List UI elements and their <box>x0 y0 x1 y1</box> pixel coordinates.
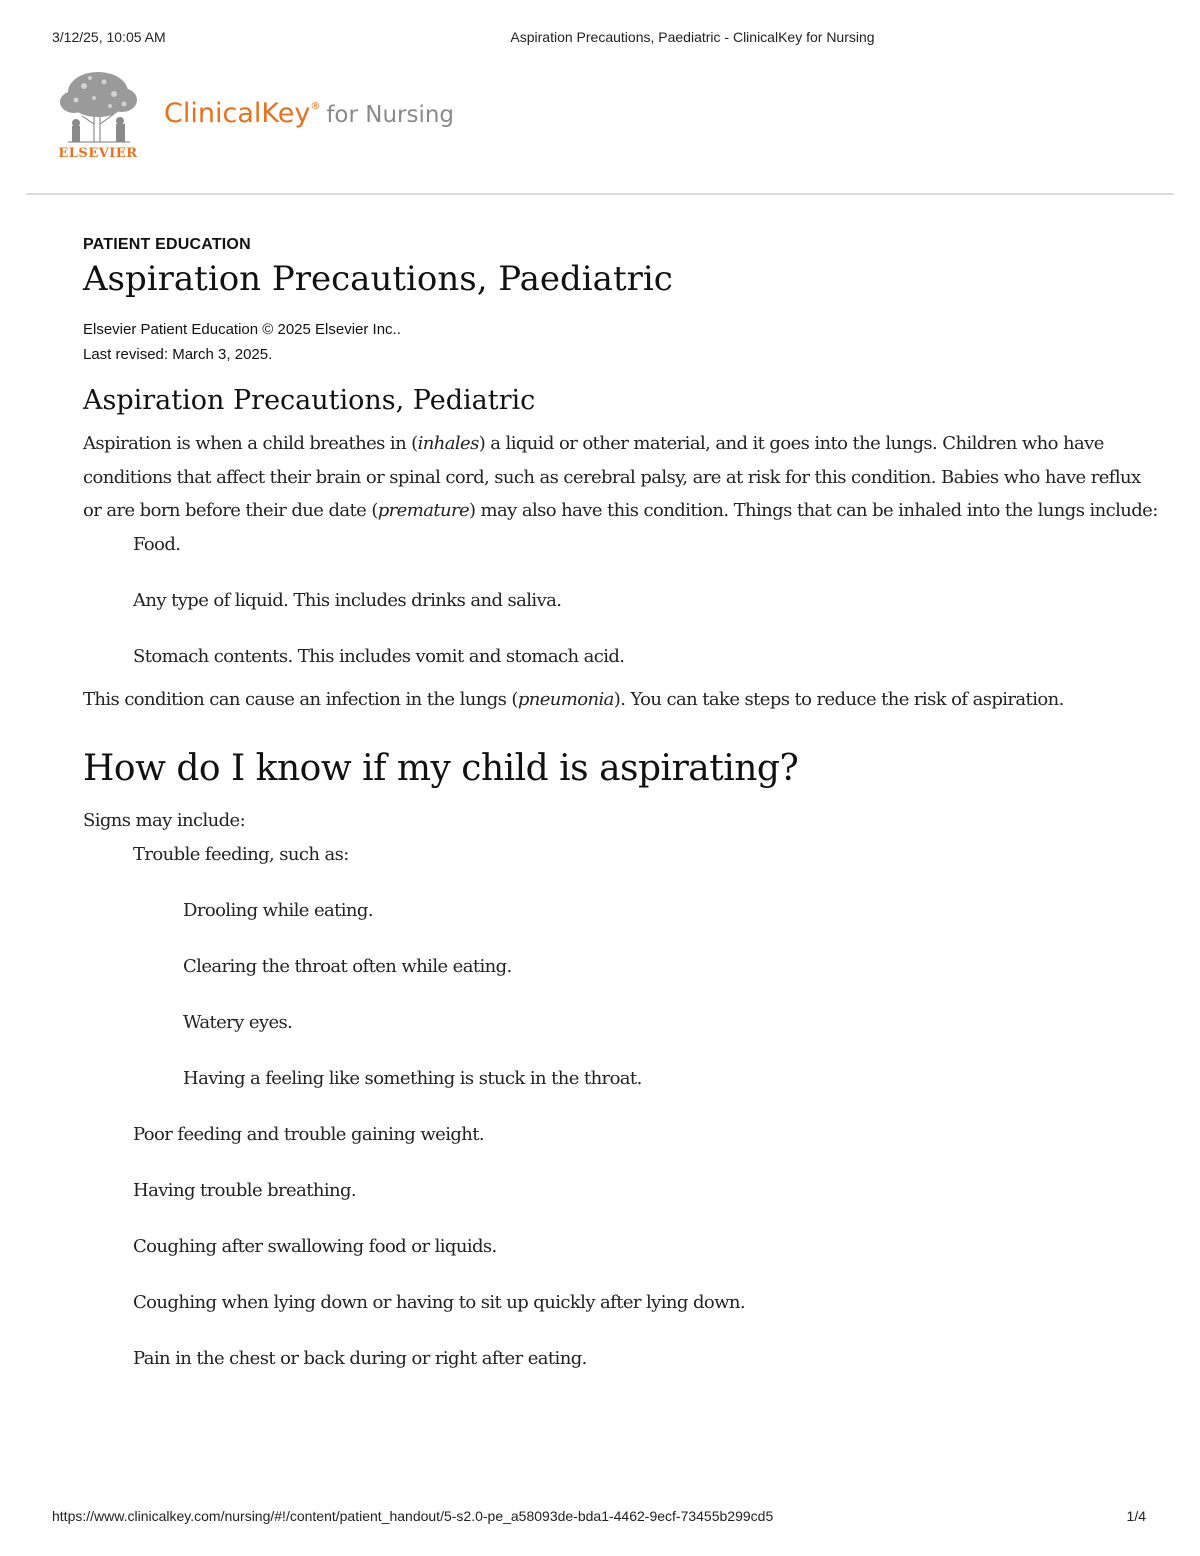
list-item: Any type of liquid. This includes drinks and saliva. <box>133 589 562 611</box>
print-tab-title: Aspiration Precautions, Paediatric - ClinicalKey for Nursing <box>510 29 875 45</box>
intro-term-premature: premature <box>377 500 470 521</box>
print-tab-title-wrap <box>0 29 1200 45</box>
print-url: https://www.clinicalkey.com/nursing/#!/content/patient_handout/5-s2.0-pe_a58093de-bda1-4462-9ecf-73455b299cd5 <box>52 1508 774 1524</box>
brand-suffix: for Nursing <box>326 102 455 128</box>
list-item: Pain in the chest or back during or right after eating. <box>133 1347 587 1369</box>
inhaled-items-list <box>83 528 1163 673</box>
risk-text-2: ). You can take steps to reduce the risk of aspiration. <box>613 688 1064 710</box>
list-item: Coughing after swallowing food or liquids. <box>133 1235 497 1257</box>
print-footer <box>0 1508 1200 1528</box>
list-item: Food. <box>133 533 181 555</box>
signs-intro: Signs may include: <box>83 810 246 831</box>
intro-text-1: Aspiration is when a child breathes in ( <box>83 433 418 454</box>
feeding-sublist <box>133 894 1163 1095</box>
clinicalkey-logo-text <box>164 98 454 129</box>
article-kicker: PATIENT EDUCATION <box>83 236 251 253</box>
list-item: Drooling while eating. <box>183 899 373 921</box>
article-content <box>83 236 1163 1385</box>
list-item: Poor feeding and trouble gaining weight. <box>133 1123 485 1145</box>
intro-text-2: ) a liquid or other material, and it goes into the lungs. Children who have conditions that affect their brain or spinal cord, such as cerebral palsy, are at risk for this condition. Babies who have reflux or are born before their due date ( <box>83 433 1141 521</box>
last-revised-line: Last revised: March 3, 2025. <box>83 346 273 363</box>
signs-list <box>83 838 1163 1375</box>
page-title: Aspiration Precautions, Paediatric <box>83 259 673 299</box>
print-page-number: 1/4 <box>1126 1508 1146 1524</box>
brand-registered-mark: ® <box>310 101 321 112</box>
list-item: Stomach contents. This includes vomit and stomach acid. <box>133 645 625 667</box>
intro-text-3: ) may also have this condition. Things that can be inhaled into the lungs include: <box>469 500 1158 521</box>
list-item <box>83 838 1163 1095</box>
site-logo[interactable] <box>54 68 654 168</box>
article-meta <box>83 317 1163 367</box>
list-item: Watery eyes. <box>183 1011 293 1033</box>
intro-term-inhales: inhales <box>417 433 479 454</box>
list-item: Having a feeling like something is stuck in the throat. <box>183 1067 642 1089</box>
header-divider <box>26 193 1174 195</box>
print-header <box>0 29 1200 49</box>
copyright-line: Elsevier Patient Education © 2025 Elsevier Inc.. <box>83 321 401 338</box>
print-datetime: 3/12/25, 10:05 AM <box>52 29 166 45</box>
risk-term-pneumonia: pneumonia <box>517 688 614 710</box>
feeding-label: Trouble feeding, such as: <box>133 843 349 865</box>
intro-paragraph <box>83 427 1163 528</box>
brand-name: ClinicalKey <box>164 98 311 129</box>
list-item: Clearing the throat often while eating. <box>183 955 512 977</box>
list-item: Having trouble breathing. <box>133 1179 357 1201</box>
risk-paragraph <box>83 683 1163 717</box>
elsevier-wordmark: ELSEVIER <box>58 146 138 161</box>
list-item: Coughing when lying down or having to sit up quickly after lying down. <box>133 1291 746 1313</box>
section-title: Aspiration Precautions, Pediatric <box>83 385 536 416</box>
risk-text-1: This condition can cause an infection in the lungs ( <box>83 688 518 710</box>
signs-heading: How do I know if my child is aspirating? <box>83 748 799 789</box>
